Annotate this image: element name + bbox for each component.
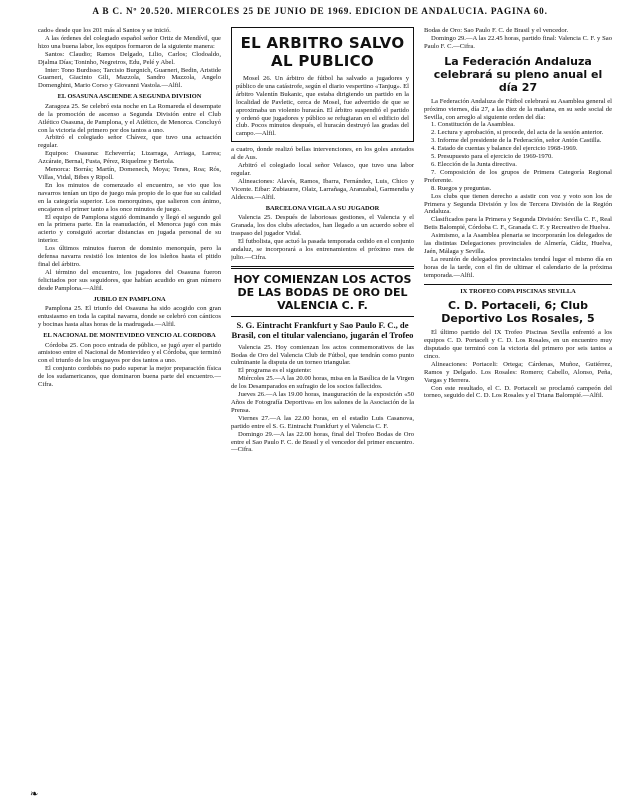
subheadline-bodas: S. G. Eintracht Frankfurt y Sao Paulo F. C., de Brasil, con el titular valenciano, jugarán el Trofeo: [231, 319, 414, 340]
paragraph: Menorca: Borrás; Martín, Domenech, Moya; Tenes, Roa; Rós, Villas, Vidal, Bibes y Ripoll.: [38, 166, 221, 181]
headline-federacion: La Federación Andaluza celebrará su pleno anual el día 27: [433, 54, 603, 94]
paragraph: El equipo de Pamplona siguió dominando y llegó el segundo gol en la primera parte. En la reanudación, el Menorca jugó con más acierto y consiguió acortar distancias en jugada personal de su interior.: [38, 213, 221, 245]
paragraph: Arbitró el colegiado señor Chávez, que tuvo una actuación regular.: [38, 134, 221, 150]
paragraph: Viernes 27.—A las 22.00 horas, en el estadio Luis Casanova, partido entre el S. G. Eintracht Frankfurt y el Valencia C. F.: [231, 414, 414, 430]
paragraph: El último partido del IX Trofeo Piscinas Sevilla enfrentó a los equipos C. D. Portaceli y C. D. Los Rosales, en un encuentro muy disputado que terminó con la victoria del primero por seis tantos a cinco.: [424, 329, 612, 360]
headline-portaceli: C. D. Portaceli, 6; Club Deportivo Los Rosales, 5: [441, 299, 595, 326]
paragraph: Domingo 29.—A las 22.45 horas, partido final: Valencia C. F. y Sao Paulo F. C.—Cifra.: [424, 34, 612, 50]
paragraph: 3. Informe del presidente de la Federación, señor Antón Castilla.: [431, 137, 602, 145]
subheading-cordoba: EL NACIONAL DE MONTEVIDEO VENCIO AL CORDOBA: [43, 331, 216, 339]
paragraph: Valencia 25. Hoy comienzan los actos conmemorativos de las Bodas de Oro del Valencia Club de Fútbol, que tendrán como punto culminante la disputa de un torneo triangular.: [231, 343, 414, 367]
paragraph: Clasificados para la Primera y Segunda División: Sevilla C. F., Real Betis Balompié, Córdoba C. F., Granada C. F. y Recreativo de Huelva.: [424, 216, 612, 232]
paragraph: cado» desde que los 201 más al Santos y se inició.: [38, 27, 171, 34]
column-1: [38, 27, 221, 797]
paragraph: 4. Estado de cuentas y balance del ejercicio 1968-1969.: [431, 145, 578, 153]
headline-arbitro: EL ARBITRO SALVO AL PUBLICO: [240, 34, 405, 70]
paragraph: 1. Constitución de la Asamblea.: [431, 121, 515, 129]
paragraph: Equipos: Osasuna: Echeverría; Lizarraga, Arriaga, Larrea; Azcárate, Bernal, Fusta, Pérez, Riquelme y Bertola.: [38, 150, 221, 166]
divider: [231, 316, 414, 317]
subheading-barcelona: BARCELONA VIGILA A SU JUGADOR: [265, 204, 380, 212]
paragraph: Asimismo, a la Asamblea plenaria se incorporarán los delegados de las distintas Delegaciones provinciales de Almería, Cádiz, Huelva, Jaén, Málaga y Sevilla.: [424, 232, 612, 255]
paragraph: 6. Elección de la Junta directiva.: [431, 160, 517, 168]
paragraph: Domingo 29.—A las 22.00 horas, final del Trofeo Bodas de Oro entre el Sao Paulo F. C. de Brasil y el vencedor del primer encuentro.—Cifra.: [231, 430, 414, 454]
paragraph: a cuatro, donde realizó bellas intervenciones, en los goles anotados al de Aus.: [231, 146, 414, 162]
headline-bodas: HOY COMIENZAN LOS ACTOS DE LAS BODAS DE ORO DEL VALENCIA C. F.: [233, 272, 412, 312]
paragraph: Mosel 26. Un árbitro de fútbol ha salvado a jugadores y público de una catástrofe, según el diario vespertino «Tanjug». El árbitro Valentín Bukanic, que estaba dirigiendo un partido en la localidad de Pavletic, cerca de Mosel, fue advertido de que se aproximaba un violento huracán. El árbitro suspendió el partido y ordenó que jugadores y público se refugiaran en el edificio del club. Pocos minutos después, el huracán destruyó las gradas del campo.—Alfil.: [236, 75, 409, 138]
paragraph: Los clubs que tienen derecho a asistir con voz y voto son los de Primera y Segunda División y los de Tercera División de la Región Andaluza.: [424, 192, 612, 216]
paragraph: A las órdenes del colegiado español señor Ortiz de Mendívil, que hizo una buena labor, los equipos formaron de la siguiente manera:: [38, 34, 221, 50]
paragraph: Inter: Tono Burdisso; Tarcisio Burgnich, Guarneri, Bedin, Aristide Guarneri, Giacinto Gili, Mazzola, Sandro Mazzola, Angelo Domenghini, Mario Corso y Giovanni Vastola.—Alfil.: [38, 66, 221, 90]
paragraph: El programa es el siguiente:: [238, 367, 312, 375]
paragraph: La Federación Andaluza de Fútbol celebrará su Asamblea general el próximo viernes, día 27, a las diez de la mañana, en su sede social de Sevilla, con arreglo al siguiente orden del día:: [424, 97, 612, 121]
paragraph: 5. Presupuesto para el ejercicio de 1969-1970.: [431, 153, 553, 161]
paragraph: La reunión de delegados provinciales tendrá lugar el mismo día en horas de la tarde, con el fin de ultimar el calendario de la próxima temporada.—Alfil.: [424, 255, 612, 279]
paragraph: Arbitró el colegiado local señor Velasco, que tuvo una labor regular.: [231, 162, 414, 177]
paragraph: Valencia 25. Después de laboriosas gestiones, el Valencia y el Granada, los dos clubs afectados, han llegado a un acuerdo sobre el traspaso del jugador Vidal.: [231, 214, 414, 237]
paragraph: En los minutos de comenzado el encuentro, se vio que los navarros tenían un tipo de juego más propio de lo que fue su calidad en la categoría superior. Los menorquines, que salieron con ánimo, encajaron el primer tanto a los once minutos de juego.: [38, 181, 221, 213]
paragraph: Zaragoza 25. Se celebró esta noche en La Romareda el desempate de la promoción de ascenso a Segunda División entre el Club Atlético Osasuna, de Pamplona, y el Atlético, de Menorca. Concluyó con la victoria del primero por dos tantos a uno.: [38, 102, 221, 134]
paragraph: El futbolista, que actuó la pasada temporada cedido en el conjunto andaluz, se incorporará a los entrenamientos el próximo mes de julio.—Cifra.: [231, 237, 414, 261]
page-header: A B C. Nº 20.520. MIERCOLES 25 DE JUNIO DE 1969. EDICION DE ANDALUCIA. PAGINA 60.: [92, 6, 548, 16]
paragraph: Santos: Claudio; Ramos Delgado, Lilio, Carlos; Clodoaldo, Djalma Días; Toninho, Negreiros, Edu, Pelé y Abel.: [38, 50, 221, 66]
paragraph: Miércoles 25.—A las 20.00 horas, misa en la Basílica de la Virgen de los Desamparados en sufragio de los socios fallecidos.: [231, 375, 414, 391]
paragraph: Bodas de Oro: Sao Paulo F. C. de Brasil y el vencedor.: [424, 27, 569, 34]
paragraph: Alineaciones: Portaceli: Ortega; Cárdenas, Muñoz, Gutiérrez, Ramos y Delgado. Los Rosales: Romero; Cabello, Alonso, Peña, Vargas y Herrera.: [424, 360, 612, 384]
paragraph: Con este resultado, el C. D. Portaceli se proclamó campeón del torneo, seguido del C. D. Los Rosales y el Triana Balompié.—Alfil.: [424, 384, 612, 400]
paragraph: Los últimos minutos fueron de dominio menorquín, pero la defensa navarra resistió los intentos de los isleños hasta el pitido final del árbitro.: [38, 245, 221, 268]
paragraph: Pamplona 25. El triunfo del Osasuna ha sido acogido con gran entusiasmo en toda la capital navarra, donde se celebró con cánticos y bocinas hasta altas horas de la madrugada.—Alfil.: [38, 305, 221, 328]
divider: [424, 284, 612, 285]
column-2: [231, 27, 414, 797]
subheading-pamplona: JUBILO EN PAMPLONA: [93, 295, 166, 303]
paragraph: El conjunto cordobés no pudo superar la mejor preparación física de los sudamericanos, que dominaron buena parte del encuentro.—Cifra.: [38, 365, 221, 389]
paragraph: Jueves 26.—A las 19.00 horas, inauguración de la exposición «50 Años de Fotografía Deportiva» en los salones de la Asociación de la Prensa.: [231, 391, 414, 414]
subheading-osasuna: EL OSASUNA ASCIENDE A SEGUNDA DIVISION: [57, 93, 202, 101]
subheading-trofeo: IX TROFEO COPA PISCINAS SEVILLA: [460, 287, 576, 295]
column-3: [424, 27, 612, 797]
paragraph: 8. Ruegos y preguntas.: [431, 184, 492, 192]
divider: [231, 266, 414, 269]
corner-mark: ❧: [30, 789, 39, 800]
paragraph: Córdoba 25. Con poco entrada de público, se jugó ayer el partido amistoso entre el Nacional de Montevideo y el Córdoba, que terminó con el triunfo de los uruguayos por dos tantos a uno.: [38, 341, 221, 365]
arbitro-box: [231, 27, 414, 142]
paragraph: Al término del encuentro, los jugadores del Osasuna fueron felicitados por sus seguidores, que habían acudido en gran número desde Pamplona.—Alfil.: [38, 268, 221, 292]
paragraph: 2. Lectura y aprobación, si procede, del acta de la sesión anterior.: [431, 129, 604, 137]
paragraph: Alineaciones: Alavés, Ramos, Ibarra, Fernández, Luis, Chico y Vicente. Eibar: Zubiaurre, Olaiz, Larrañaga, Aranzabal, Garmendia y Aldecoa.—Alfil.: [231, 177, 414, 201]
paragraph: 7. Composición de los grupos de Primera Categoría Regional Preferente.: [424, 168, 612, 184]
